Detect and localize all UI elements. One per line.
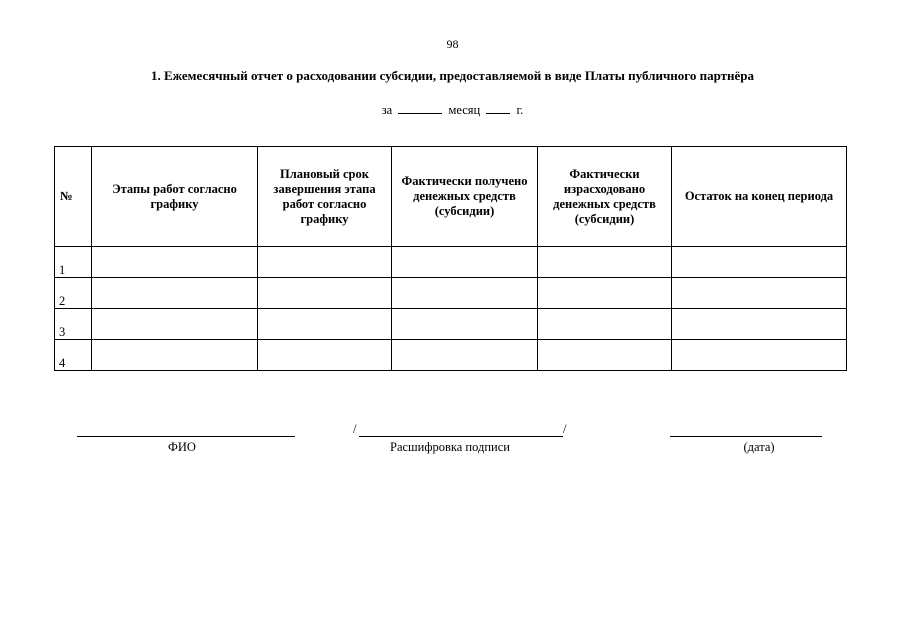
cell-planned-deadline[interactable]: [258, 340, 392, 371]
date-signature-line[interactable]: [670, 436, 822, 437]
cell-received[interactable]: [392, 247, 538, 278]
period-prefix: за: [381, 103, 393, 117]
date-label: (дата): [743, 440, 775, 454]
table-row: [55, 247, 847, 278]
cell-balance[interactable]: [672, 340, 847, 371]
period-month-label: месяц: [448, 103, 481, 117]
slash-left: /: [353, 422, 357, 436]
cell-spent[interactable]: [538, 340, 672, 371]
cell-planned-deadline[interactable]: [258, 247, 392, 278]
cell-stage[interactable]: [92, 247, 258, 278]
header-balance: Остаток на конец периода: [672, 147, 847, 247]
year-blank: [486, 101, 510, 114]
header-planned-deadline: Плановый срок завершения этапа работ согласно графику: [258, 147, 392, 247]
decoding-signature-line[interactable]: [359, 436, 563, 437]
period-year-label: г.: [516, 103, 524, 117]
page-number: 98: [446, 37, 459, 51]
header-received: Фактически получено денежных средств (субсидии): [392, 147, 538, 247]
cell-balance[interactable]: [672, 278, 847, 309]
cell-stage[interactable]: [92, 309, 258, 340]
slash-right: /: [563, 422, 567, 436]
table-row: [55, 340, 847, 371]
cell-balance[interactable]: [672, 309, 847, 340]
report-table: [54, 146, 847, 371]
cell-planned-deadline[interactable]: [258, 309, 392, 340]
cell-balance[interactable]: [672, 247, 847, 278]
cell-planned-deadline[interactable]: [258, 278, 392, 309]
fio-signature-line[interactable]: [77, 436, 295, 437]
cell-received[interactable]: [392, 340, 538, 371]
decoding-label: Расшифровка подписи: [390, 440, 510, 454]
row-number: 4: [55, 340, 92, 371]
cell-spent[interactable]: [538, 309, 672, 340]
month-blank: [398, 101, 442, 114]
row-number: 2: [55, 278, 92, 309]
cell-stage[interactable]: [92, 278, 258, 309]
cell-stage[interactable]: [92, 340, 258, 371]
row-number: 3: [55, 309, 92, 340]
cell-received[interactable]: [392, 278, 538, 309]
header-stages: Этапы работ согласно графику: [92, 147, 258, 247]
table-row: [55, 309, 847, 340]
header-spent: Фактически израсходовано денежных средств (субсидии): [538, 147, 672, 247]
report-period: [0, 101, 905, 118]
fio-label: ФИО: [168, 440, 196, 454]
row-number: 1: [55, 247, 92, 278]
cell-spent[interactable]: [538, 278, 672, 309]
header-number: №: [55, 147, 92, 247]
cell-received[interactable]: [392, 309, 538, 340]
table-header-row: [55, 147, 847, 247]
cell-spent[interactable]: [538, 247, 672, 278]
table-row: [55, 278, 847, 309]
document-title: 1. Ежемесячный отчет о расходовании субсидии, предоставляемой в виде Платы публичного партнёра: [150, 68, 755, 83]
